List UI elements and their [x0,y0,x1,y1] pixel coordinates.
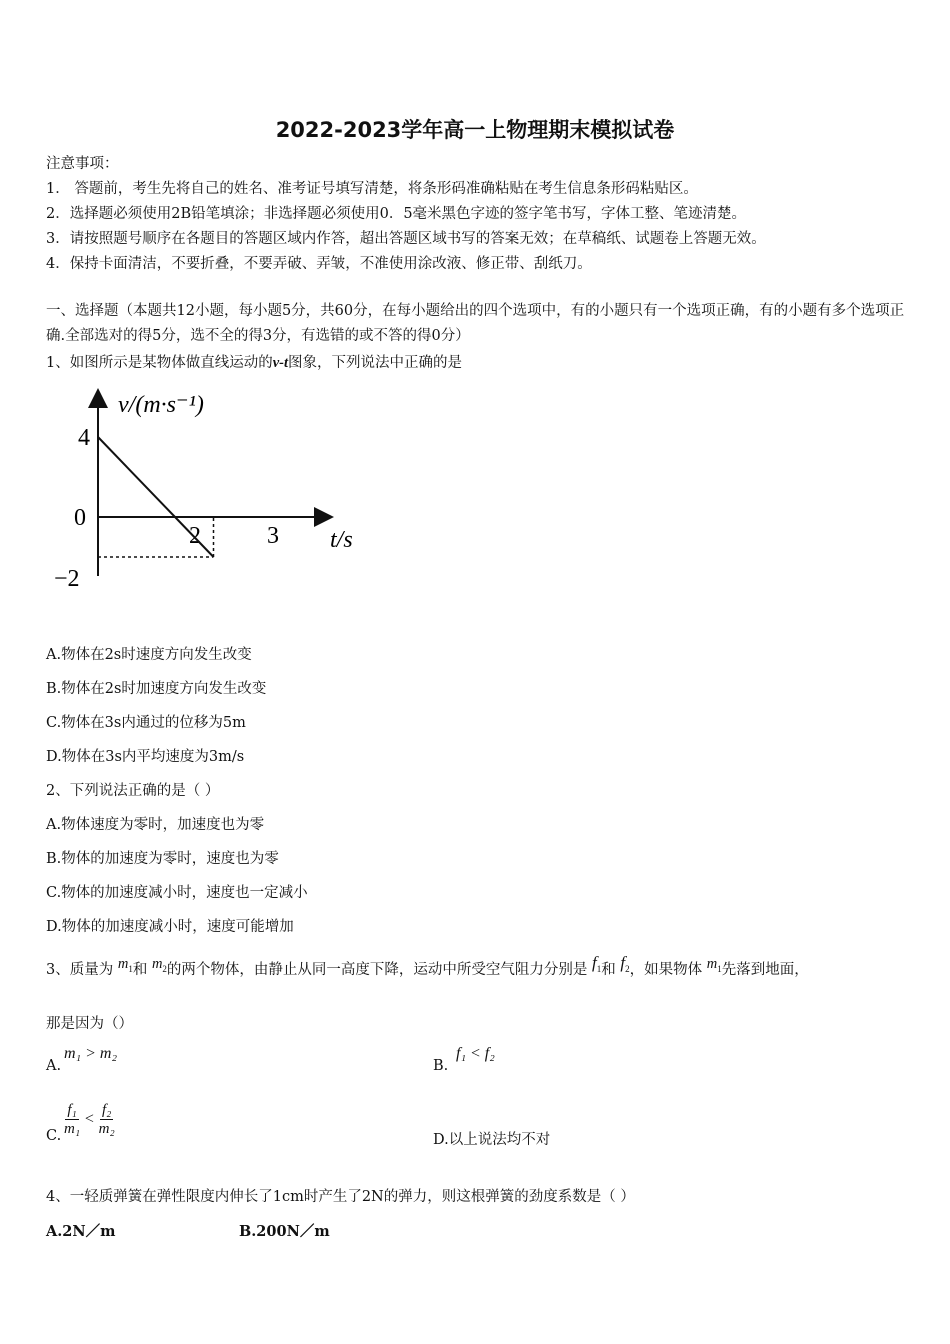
q2-option-a: A.物体速度为零时，加速度也为零 [46,817,265,833]
q3-option-d: D.以上说法均不对 [433,1132,551,1148]
q3-f1: $f_1$ [592,953,602,974]
q4-stem: 4、一轻质弹簧在弹性限度内伸长了1cm时产生了2N的弹力，则这根弹簧的劲度系数是（ ） [46,1189,635,1205]
y-tick-neg2: −2 [54,566,80,592]
q3-text-3: ，如果物体 [629,962,703,978]
section-instructions: 一、选择题（本题共12小题，每小题5分，共60分，在每小题给出的四个选项中，有的小题只有一个选项正确，有的小题有多个选项正确.全部选对的得5分，选不全的得3分，有选错的或不答的得0分） [46,303,905,344]
x-tick-3: 3 [267,523,279,549]
q1-option-d: D.物体在3s内平均速度为3m/s [46,749,245,765]
q3-option-a: m₁ > m₂ [64,1045,118,1062]
q3-m1: $m_1$ [117,956,133,974]
q4-option-b: B.200N／m [239,1223,330,1240]
x-axis-label: t/s [330,527,353,553]
notice-item-3: 3．请按照题号顺序在各题目的答题区域内作答，超出答题区域书写的答案无效；在草稿纸、试题卷上答题无效。 [46,231,766,247]
y-axis-label: v/(m·s⁻¹) [118,392,204,418]
v-t-line [98,437,214,557]
q2-option-b: B.物体的加速度为零时，速度也为零 [46,851,279,867]
notice-item-4: 4．保持卡面清洁，不要折叠，不要弄破、弄皱，不准使用涂改液、修正带、刮纸刀。 [46,256,592,272]
q1-stem-suffix: 图象，下列说法中正确的是 [288,355,463,371]
q3-text-4: 先落到地面， [721,962,809,978]
y-tick-4: 4 [78,425,90,451]
q3-text-2: 的两个物体，由静止从同一高度下降，运动中所受空气阻力分别是 [166,962,588,978]
q1-stem-var: v-t [272,355,289,371]
q3-option-a-label: A. [46,1058,62,1074]
q3-m1-again: $m_1$ [706,956,722,974]
q3-and-1: 和 [132,962,148,978]
q3-option-c [64,1101,115,1138]
q1-option-b: B.物体在2s时加速度方向发生改变 [46,681,267,697]
q3-option-b: f₁ < f₂ [456,1045,495,1062]
fraction-f1-m1: $\frac{\text{f₁}}{\text{m₁}}$ [64,1102,81,1137]
q3-text-1: 3、质量为 [46,962,114,978]
q3-option-c-label: C. [46,1128,62,1144]
y-tick-0: 0 [74,505,86,531]
q2-option-d: D.物体的加速度减小时，速度可能增加 [46,919,294,935]
q3-m2: $m_2$ [151,956,167,974]
q1-option-c: C.物体在3s内通过的位移为5m [46,715,246,731]
q3-stem [46,953,809,979]
notice-item-2: 2．选择题必须使用2B铅笔填涂；非选择题必须使用0．5毫米黑色字迹的签字笔书写，字体工整、笔迹清楚。 [46,206,747,222]
q1-stem-prefix: 1、如图所示是某物体做直线运动的 [46,355,273,371]
q2-option-c: C.物体的加速度减小时，速度也一定减小 [46,885,308,901]
q1-stem [46,351,462,372]
q3-and-2: 和 [601,962,616,978]
fraction-f2-m2: $\frac{\text{f₂}}{\text{m₂}}$ [98,1102,115,1137]
q2-stem: 2、下列说法正确的是（ ） [46,783,220,799]
less-than: < [84,1110,94,1128]
vt-chart [40,380,380,600]
x-tick-2: 2 [189,523,201,549]
q3-option-b-label: B. [433,1058,449,1074]
q3-f2: $f_2$ [620,953,630,974]
page-title: 2022-2023学年高一上物理期末模拟试卷 [275,118,675,142]
q3-stem-line-2: 那是因为（） [46,1016,133,1032]
q1-option-a: A.物体在2s时速度方向发生改变 [46,647,252,663]
notice-heading: 注意事项： [46,156,119,172]
notice-item-1: 1． 答题前，考生先将自己的姓名、准考证号填写清楚，将条形码准确粘贴在考生信息条形码粘贴区。 [46,181,698,197]
q4-option-a: A.2N／m [46,1223,116,1240]
